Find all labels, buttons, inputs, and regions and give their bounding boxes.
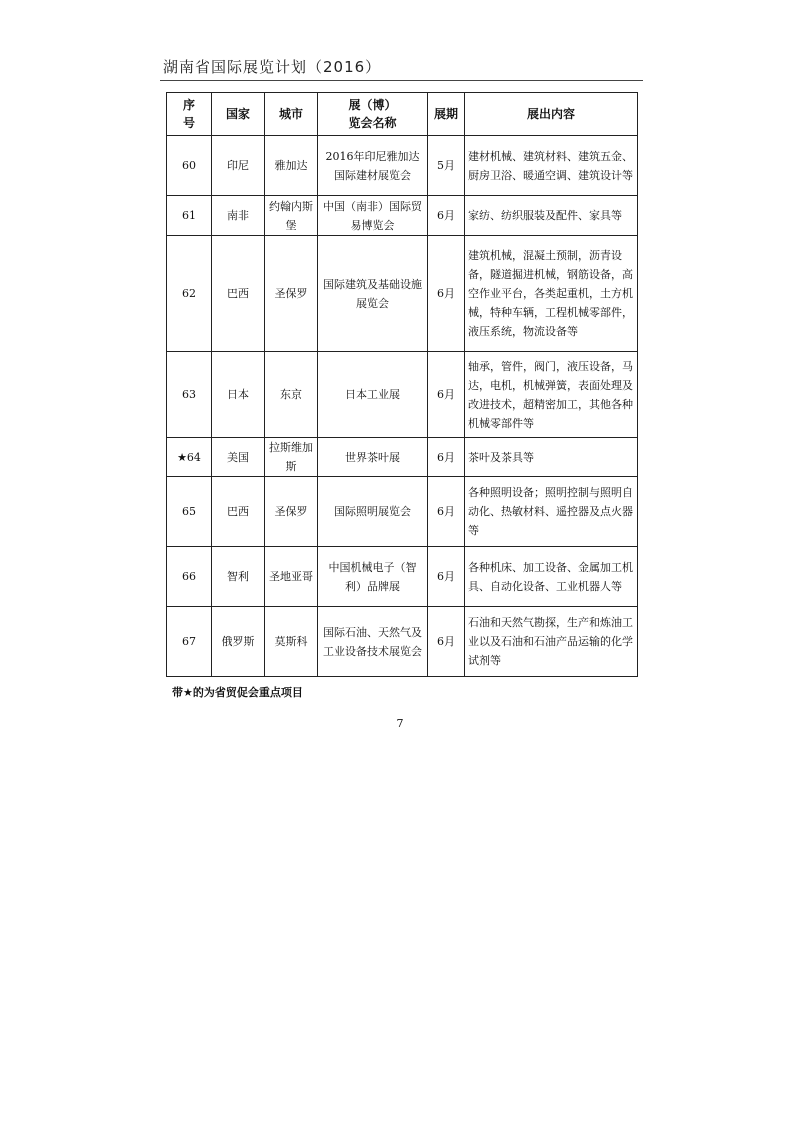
table-row: [167, 438, 638, 477]
cell-country: 印尼: [212, 136, 265, 196]
table-row: [167, 477, 638, 547]
cell-city: 圣地亚哥: [265, 547, 318, 607]
cell-city: 雅加达: [265, 136, 318, 196]
cell-no: 62: [167, 236, 212, 352]
cell-content: 各种机床、加工设备、金属加工机具、自动化设备、工业机器人等: [465, 547, 638, 607]
cell-period: 6月: [428, 352, 465, 438]
header-content: 展出内容: [465, 93, 638, 136]
cell-period: 6月: [428, 547, 465, 607]
page-number: 7: [396, 717, 404, 730]
cell-no: 63: [167, 352, 212, 438]
header-city: 城市: [265, 93, 318, 136]
header-name-line2: 览会名称: [348, 116, 397, 130]
cell-city: 约翰内斯堡: [265, 196, 318, 236]
cell-name: 国际建筑及基础设施展览会: [318, 236, 428, 352]
cell-no: 61: [167, 196, 212, 236]
cell-name: 中国机械电子（智利）品牌展: [318, 547, 428, 607]
cell-content: 石油和天然气勘探，生产和炼油工业以及石油和石油产品运输的化学试剂等: [465, 607, 638, 677]
header-divider: [160, 80, 643, 81]
cell-country: 巴西: [212, 477, 265, 547]
footnote: 带★的为省贸促会重点项目: [172, 686, 303, 699]
cell-country: 智利: [212, 547, 265, 607]
cell-name: 国际石油、天然气及工业设备技术展览会: [318, 607, 428, 677]
cell-name: 日本工业展: [318, 352, 428, 438]
table-header-row: [167, 93, 638, 136]
cell-no: 60: [167, 136, 212, 196]
header-no: [167, 93, 212, 136]
cell-content: 各种照明设备；照明控制与照明自动化、热敏材料、遥控器及点火器等: [465, 477, 638, 547]
header-no-line1: 序: [182, 98, 195, 112]
cell-no: ★64: [167, 438, 212, 477]
cell-period: 6月: [428, 196, 465, 236]
cell-period: 5月: [428, 136, 465, 196]
cell-name: 国际照明展览会: [318, 477, 428, 547]
cell-content: 建材机械、建筑材料、建筑五金、厨房卫浴、暖通空调、建筑设计等: [465, 136, 638, 196]
cell-city: 东京: [265, 352, 318, 438]
cell-country: 巴西: [212, 236, 265, 352]
cell-period: 6月: [428, 236, 465, 352]
cell-city: 莫斯科: [265, 607, 318, 677]
table-row: [167, 607, 638, 677]
cell-name: 世界茶叶展: [318, 438, 428, 477]
table-row: [167, 352, 638, 438]
header-no-line2: 号: [182, 116, 195, 130]
cell-no: 66: [167, 547, 212, 607]
cell-content: 家纺、纺织服装及配件、家具等: [465, 196, 638, 236]
cell-content: 轴承，管件，阀门，液压设备，马达，电机，机械弹簧，表面处理及改进技术，超精密加工，其他各种机械零部件等: [465, 352, 638, 438]
cell-name: 2016年印尼雅加达国际建材展览会: [318, 136, 428, 196]
cell-no: 67: [167, 607, 212, 677]
cell-no: 65: [167, 477, 212, 547]
cell-content: 建筑机械，混凝土预制，沥青设备，隧道掘进机械，钢筋设备，高空作业平台，各类起重机，土方机械，特种车辆，工程机械零部件，液压系统，物流设备等: [465, 236, 638, 352]
header-name: [318, 93, 428, 136]
header-country: 国家: [212, 93, 265, 136]
page-header-title: 湖南省国际展览计划（2016）: [163, 58, 382, 76]
cell-country: 南非: [212, 196, 265, 236]
table-row: [167, 547, 638, 607]
table-row: [167, 236, 638, 352]
cell-country: 俄罗斯: [212, 607, 265, 677]
cell-content: 茶叶及茶具等: [465, 438, 638, 477]
cell-name: 中国（南非）国际贸易博览会: [318, 196, 428, 236]
cell-country: 美国: [212, 438, 265, 477]
cell-city: 圣保罗: [265, 236, 318, 352]
cell-period: 6月: [428, 477, 465, 547]
table-row: [167, 196, 638, 236]
table-row: [167, 136, 638, 196]
cell-period: 6月: [428, 607, 465, 677]
header-name-line1: 展（博）: [348, 98, 397, 112]
exhibition-table: [166, 92, 638, 677]
cell-country: 日本: [212, 352, 265, 438]
cell-city: 圣保罗: [265, 477, 318, 547]
cell-city: 拉斯维加斯: [265, 438, 318, 477]
cell-period: 6月: [428, 438, 465, 477]
header-period: 展期: [428, 93, 465, 136]
